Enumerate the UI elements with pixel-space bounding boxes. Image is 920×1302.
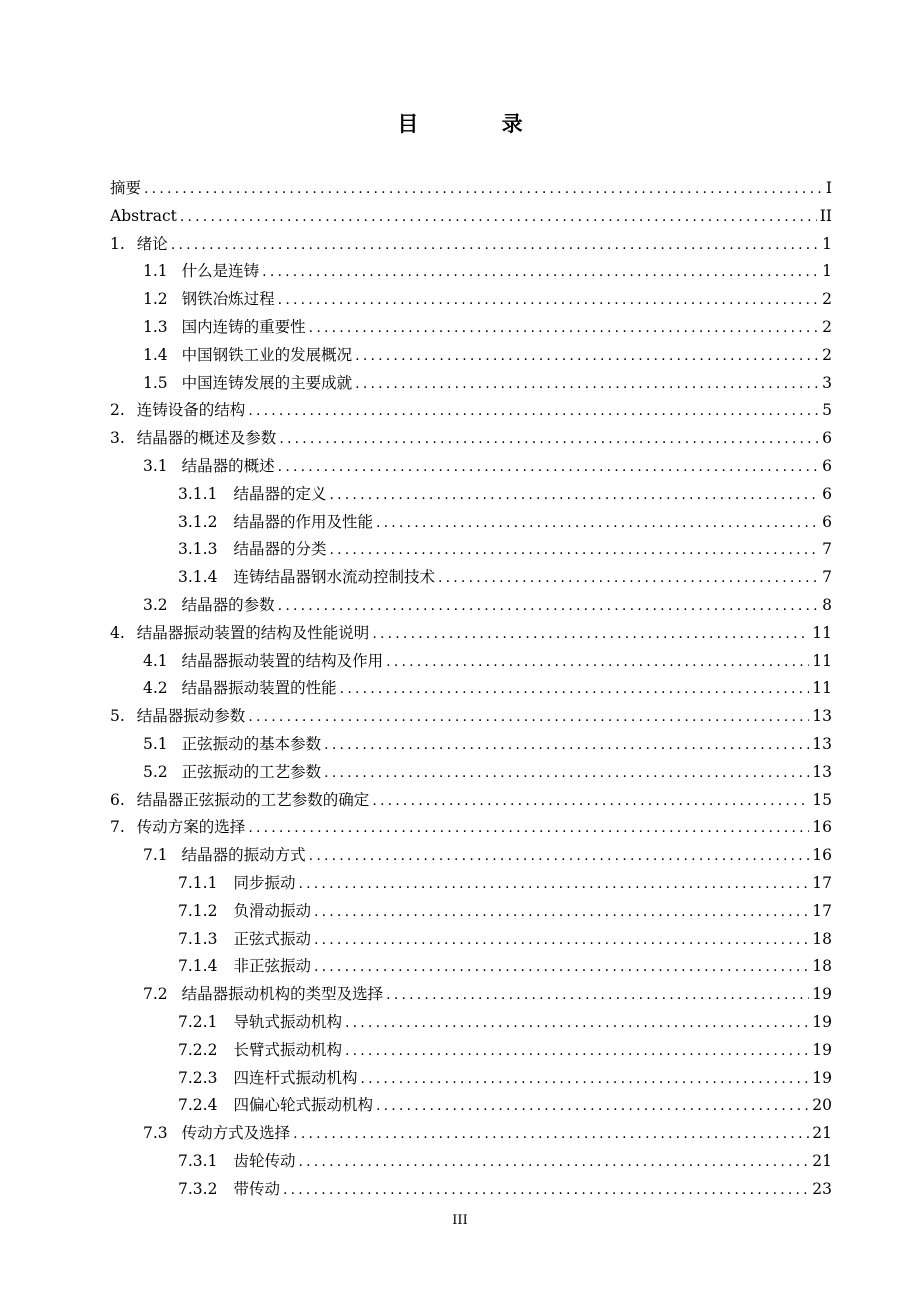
toc-dot-leader <box>324 732 809 759</box>
toc-entry[interactable] <box>110 953 832 981</box>
toc-dot-leader <box>293 1121 809 1148</box>
toc-entry-number: 1.2 <box>143 290 168 309</box>
toc-entry[interactable] <box>110 787 832 815</box>
toc-dot-leader <box>314 954 809 981</box>
toc-entry[interactable] <box>110 1092 832 1120</box>
toc-entry-number: 7.1.2 <box>178 901 218 920</box>
toc-entry-number: 7.2.2 <box>178 1040 218 1059</box>
toc-entry-page: 6 <box>822 429 832 448</box>
toc-dot-leader <box>309 315 819 342</box>
toc-entry-page: II <box>819 206 832 225</box>
toc-dot-leader <box>314 927 809 954</box>
toc-entry-number: 7.2.3 <box>178 1068 218 1087</box>
toc-entry-number: 7.3.2 <box>178 1179 218 1198</box>
toc-entry-number: 7.3 <box>143 1124 168 1143</box>
toc-entry-number: 3.1 <box>143 456 168 475</box>
toc-entry[interactable] <box>110 1176 832 1204</box>
toc-dot-leader <box>355 343 819 370</box>
toc-entry[interactable] <box>110 175 832 203</box>
toc-dot-leader <box>180 204 817 231</box>
toc-dot-leader <box>278 287 819 314</box>
toc-entry-page: 19 <box>812 1068 832 1087</box>
toc-entry-label: 非正弦振动 <box>233 957 311 976</box>
toc-entry-number: 4.1 <box>143 651 168 670</box>
toc-entry-label: 正弦式振动 <box>233 929 311 948</box>
toc-entry[interactable] <box>110 898 832 926</box>
toc-dot-leader <box>386 649 809 676</box>
table-of-contents <box>110 175 832 1203</box>
toc-entry-number: 1.3 <box>143 317 168 336</box>
toc-dot-leader <box>376 1093 809 1120</box>
toc-entry-number: 2. <box>110 401 125 420</box>
toc-entry[interactable] <box>110 1037 832 1065</box>
toc-entry-label: 四连杆式振动机构 <box>233 1068 358 1087</box>
toc-entry-label: 结晶器振动装置的结构及作用 <box>181 651 384 670</box>
toc-entry[interactable] <box>110 286 832 314</box>
toc-entry-label: 传动方案的选择 <box>136 818 246 837</box>
toc-entry-label: 导轨式振动机构 <box>233 1012 342 1031</box>
toc-entry-page: 13 <box>812 734 832 753</box>
toc-entry-page: 6 <box>822 456 832 475</box>
toc-entry-label: 结晶器的定义 <box>233 484 327 503</box>
toc-entry-label: 连铸设备的结构 <box>136 401 246 420</box>
toc-entry-label: 正弦振动的工艺参数 <box>181 762 322 781</box>
toc-entry[interactable] <box>110 509 832 537</box>
toc-dot-leader <box>278 593 819 620</box>
toc-dot-leader <box>248 704 809 731</box>
toc-entry-page: 20 <box>812 1096 832 1115</box>
toc-entry[interactable] <box>110 648 832 676</box>
toc-entry-number: 7.1 <box>143 846 168 865</box>
toc-dot-leader <box>340 676 810 703</box>
toc-entry[interactable] <box>110 981 832 1009</box>
toc-dot-leader <box>329 537 819 564</box>
toc-entry-label: 传动方式及选择 <box>181 1124 291 1143</box>
toc-dot-leader <box>345 1038 809 1065</box>
toc-entry-page: 16 <box>812 846 832 865</box>
toc-entry[interactable] <box>110 926 832 954</box>
toc-entry-page: 1 <box>822 234 832 253</box>
toc-entry-label: 绪论 <box>136 234 168 253</box>
page-number: III <box>452 1213 468 1228</box>
toc-entry-label: 结晶器的作用及性能 <box>233 512 373 531</box>
toc-entry-page: 19 <box>812 1012 832 1031</box>
toc-entry[interactable] <box>110 314 832 342</box>
toc-entry-label: 结晶器振动装置的性能 <box>181 679 337 698</box>
toc-entry-label: 结晶器振动机构的类型及选择 <box>181 985 384 1004</box>
toc-entry-page: 11 <box>812 623 832 642</box>
toc-dot-leader <box>144 176 823 203</box>
toc-dot-leader <box>360 1066 809 1093</box>
toc-entry-number: 3.1.1 <box>178 484 218 503</box>
toc-dot-leader <box>324 760 809 787</box>
toc-entry-label: 结晶器的参数 <box>181 595 275 614</box>
toc-entry[interactable] <box>110 620 832 648</box>
toc-entry[interactable] <box>110 703 832 731</box>
toc-entry-number: 7.2 <box>143 985 168 1004</box>
toc-entry[interactable] <box>110 481 832 509</box>
toc-entry-page: 6 <box>822 484 832 503</box>
toc-entry[interactable] <box>110 731 832 759</box>
toc-entry[interactable] <box>110 425 832 453</box>
toc-dot-leader <box>372 621 809 648</box>
toc-dot-leader <box>355 371 819 398</box>
toc-entry[interactable] <box>110 1009 832 1037</box>
toc-dot-leader <box>314 899 809 926</box>
toc-dot-leader <box>298 871 809 898</box>
toc-entry-number: 1.1 <box>143 262 168 281</box>
toc-entry-number: 7.1.3 <box>178 929 218 948</box>
toc-entry[interactable] <box>110 814 832 842</box>
toc-entry-page: 17 <box>812 901 832 920</box>
toc-entry-label: 结晶器振动参数 <box>136 707 246 726</box>
toc-entry-page: 5 <box>822 401 832 420</box>
toc-entry-page: 13 <box>812 707 832 726</box>
toc-entry-label: 钢铁冶炼过程 <box>181 290 275 309</box>
toc-dot-leader <box>248 398 819 425</box>
toc-dot-leader <box>262 259 819 286</box>
toc-entry-label: 国内连铸的重要性 <box>181 317 306 336</box>
toc-dot-leader <box>376 510 819 537</box>
toc-entry-page: 6 <box>822 512 832 531</box>
toc-entry-label: Abstract <box>110 206 177 225</box>
toc-dot-leader <box>283 1177 809 1204</box>
toc-entry-number: 5. <box>110 707 125 726</box>
toc-entry-number: 3.1.3 <box>178 540 218 559</box>
toc-dot-leader <box>248 815 809 842</box>
toc-entry[interactable] <box>110 592 832 620</box>
toc-entry[interactable] <box>110 342 832 370</box>
toc-entry-label: 什么是连铸 <box>181 262 260 281</box>
toc-entry-label: 结晶器振动装置的结构及性能说明 <box>136 623 370 642</box>
toc-entry[interactable] <box>110 397 832 425</box>
toc-entry-label: 摘要 <box>110 179 142 197</box>
toc-entry-page: 7 <box>822 568 832 587</box>
toc-entry-label: 同步振动 <box>233 873 296 892</box>
toc-dot-leader <box>309 843 810 870</box>
toc-entry-label: 结晶器的振动方式 <box>181 846 306 865</box>
toc-entry-page: 2 <box>822 317 832 336</box>
toc-entry[interactable] <box>110 453 832 481</box>
toc-entry-number: 7.1.1 <box>178 873 218 892</box>
toc-entry-page: 11 <box>812 651 832 670</box>
toc-entry-label: 四偏心轮式振动机构 <box>233 1096 373 1115</box>
toc-entry-page: 18 <box>812 929 832 948</box>
toc-dot-leader <box>329 482 819 509</box>
toc-entry-page: 17 <box>812 873 832 892</box>
toc-entry[interactable] <box>110 1120 832 1148</box>
toc-entry-page: 1 <box>822 262 832 281</box>
toc-entry-label: 结晶器正弦振动的工艺参数的确定 <box>136 790 370 809</box>
toc-entry[interactable] <box>110 536 832 564</box>
toc-entry-number: 6. <box>110 790 125 809</box>
toc-entry-number: 7.1.4 <box>178 957 218 976</box>
toc-dot-leader <box>386 982 809 1009</box>
toc-entry-number: 7.3.1 <box>178 1151 218 1170</box>
toc-entry-label: 齿轮传动 <box>233 1151 296 1170</box>
page-title: 目 录 <box>397 112 561 136</box>
toc-dot-leader <box>278 454 819 481</box>
toc-entry-number: 7.2.1 <box>178 1012 218 1031</box>
toc-entry-number: 7.2.4 <box>178 1096 218 1115</box>
toc-entry-number: 3.1.2 <box>178 512 218 531</box>
toc-entry-page: 7 <box>822 540 832 559</box>
toc-entry-label: 长臂式振动机构 <box>233 1040 342 1059</box>
toc-entry-page: 3 <box>822 373 832 392</box>
toc-entry-number: 3. <box>110 429 125 448</box>
toc-entry-number: 1. <box>110 234 125 253</box>
toc-entry-page: 13 <box>812 762 832 781</box>
toc-entry-page: 18 <box>812 957 832 976</box>
toc-entry-number: 1.4 <box>143 345 168 364</box>
toc-entry-page: 19 <box>812 985 832 1004</box>
toc-entry-label: 正弦振动的基本参数 <box>181 734 322 753</box>
toc-entry-number: 5.2 <box>143 762 168 781</box>
toc-entry-label: 负滑动振动 <box>233 901 311 920</box>
toc-entry[interactable] <box>110 1148 832 1176</box>
toc-entry-page: 2 <box>822 290 832 309</box>
toc-entry-page: 21 <box>812 1151 832 1170</box>
toc-entry-number: 3.1.4 <box>178 568 218 587</box>
toc-entry[interactable] <box>110 842 832 870</box>
toc-entry-page: 23 <box>812 1179 832 1198</box>
toc-entry-page: I <box>825 179 832 197</box>
toc-entry[interactable] <box>110 1065 832 1093</box>
toc-entry-label: 中国钢铁工业的发展概况 <box>181 345 353 364</box>
toc-entry[interactable] <box>110 759 832 787</box>
toc-entry-page: 8 <box>822 595 832 614</box>
toc-entry-number: 1.5 <box>143 373 168 392</box>
toc-entry-label: 结晶器的概述及参数 <box>136 429 277 448</box>
toc-dot-leader <box>372 788 809 815</box>
toc-entry-label: 中国连铸发展的主要成就 <box>181 373 353 392</box>
toc-dot-leader <box>298 1149 809 1176</box>
toc-entry-number: 4. <box>110 623 125 642</box>
toc-entry[interactable] <box>110 203 832 231</box>
toc-entry[interactable] <box>110 370 832 398</box>
toc-dot-leader <box>171 232 819 259</box>
toc-entry-label: 结晶器的概述 <box>181 456 275 475</box>
toc-entry-page: 15 <box>812 790 832 809</box>
toc-entry[interactable] <box>110 870 832 898</box>
toc-entry-page: 21 <box>812 1124 832 1143</box>
toc-entry-label: 连铸结晶器钢水流动控制技术 <box>233 568 435 587</box>
toc-entry-page: 2 <box>822 345 832 364</box>
toc-dot-leader <box>438 565 819 592</box>
toc-entry-number: 7. <box>110 818 125 837</box>
toc-entry-label: 带传动 <box>233 1179 280 1198</box>
toc-entry[interactable] <box>110 564 832 592</box>
toc-entry-label: 结晶器的分类 <box>233 540 327 559</box>
toc-entry-number: 3.2 <box>143 595 168 614</box>
toc-entry[interactable] <box>110 258 832 286</box>
toc-entry[interactable] <box>110 231 832 259</box>
toc-entry-number: 5.1 <box>143 734 168 753</box>
toc-entry-number: 4.2 <box>143 679 168 698</box>
toc-dot-leader <box>345 1010 809 1037</box>
toc-entry-page: 19 <box>812 1040 832 1059</box>
toc-entry-page: 16 <box>812 818 832 837</box>
toc-entry[interactable] <box>110 675 832 703</box>
toc-dot-leader <box>279 426 819 453</box>
toc-entry-page: 11 <box>812 679 832 698</box>
